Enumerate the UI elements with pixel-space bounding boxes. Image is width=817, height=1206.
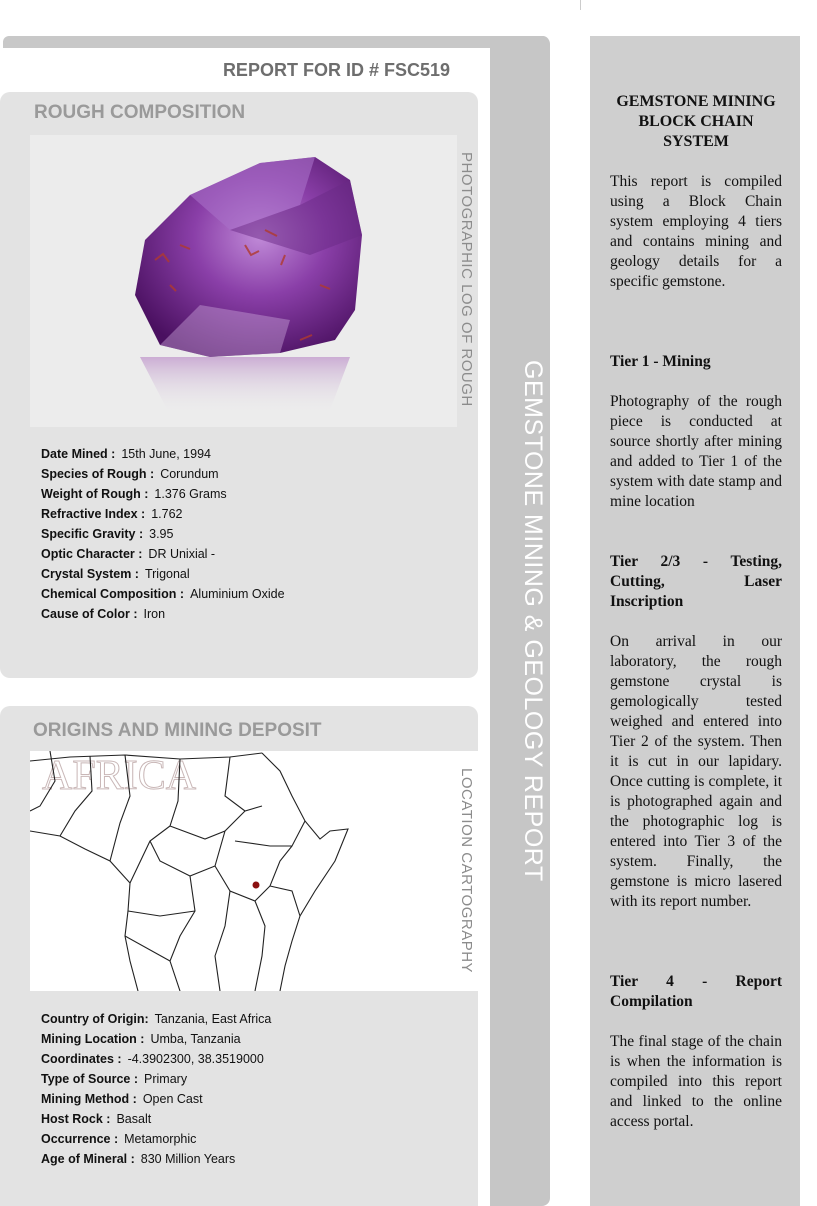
tier4-heading: Tier 4 - Report Compilation	[610, 973, 782, 1010]
detail-row	[41, 1009, 271, 1029]
sidebar-intro: This report is compiled using a Block Chain system employing 4 tiers and contains mining and geology details for a specific gemstone.	[610, 173, 782, 290]
detail-row	[41, 464, 285, 484]
gemstone-image	[30, 135, 457, 427]
detail-label: Occurrence :	[41, 1132, 119, 1146]
detail-label: Cause of Color :	[41, 607, 138, 621]
detail-label: Country of Origin:	[41, 1012, 149, 1026]
report-id-label: REPORT FOR ID # FSC519	[222, 60, 450, 80]
detail-label: Optic Character :	[41, 547, 143, 561]
tier23-heading: Tier 2/3 - Testing, Cutting, Laser Inscription	[610, 553, 782, 610]
detail-value: 830 Million Years	[140, 1152, 236, 1166]
detail-label: Mining Method :	[41, 1092, 137, 1106]
detail-label: Coordinates :	[41, 1052, 122, 1066]
detail-row	[41, 544, 285, 564]
detail-row	[41, 1029, 271, 1049]
detail-label: Chemical Composition :	[41, 587, 185, 601]
tier4-text: The final stage of the chain is when the information is compiled into this report and linked to the online access portal.	[610, 1033, 782, 1130]
detail-label: Age of Mineral :	[41, 1152, 135, 1166]
detail-row	[41, 1149, 271, 1169]
detail-row	[41, 484, 285, 504]
detail-label: Specific Gravity :	[41, 527, 144, 541]
detail-value: Aluminium Oxide	[190, 587, 285, 601]
detail-row	[41, 604, 285, 624]
detail-row	[41, 1109, 271, 1129]
tier1-heading: Tier 1 - Mining	[610, 353, 711, 370]
detail-value: Corundum	[160, 467, 219, 481]
top-divider	[580, 0, 581, 10]
detail-value: Metamorphic	[124, 1132, 197, 1146]
rough-photo	[30, 135, 457, 427]
detail-value: 15th June, 1994	[121, 447, 211, 461]
detail-row	[41, 1089, 271, 1109]
detail-value: 3.95	[149, 527, 174, 541]
detail-row	[41, 584, 285, 604]
detail-row	[41, 444, 285, 464]
detail-row	[41, 1049, 271, 1069]
rough-details	[41, 444, 285, 624]
detail-row	[41, 564, 285, 584]
location-marker	[253, 882, 260, 889]
detail-label: Date Mined :	[41, 447, 116, 461]
rough-composition-title: ROUGH COMPOSITION	[34, 102, 246, 123]
detail-value: Trigonal	[144, 567, 190, 581]
report-side-title: GEMSTONE MINING & GEOLOGY REPORT	[519, 360, 547, 882]
map-watermark: AFRICA	[42, 753, 197, 799]
detail-value: 1.376 Grams	[154, 487, 227, 501]
tier1-text: Photography of the rough piece is conducted at source shortly after mining and added to Tier 1 of the system with date stamp and mine location	[610, 393, 782, 510]
detail-row	[41, 1129, 271, 1149]
header-bar	[3, 36, 549, 48]
detail-value: Umba, Tanzania	[150, 1032, 241, 1046]
map-image	[30, 751, 478, 991]
location-cartography-label: LOCATION CARTOGRAPHY	[458, 768, 475, 974]
africa-map	[30, 751, 478, 991]
detail-row	[41, 504, 285, 524]
detail-row	[41, 1069, 271, 1089]
tier23-text: On arrival in our laboratory, the rough gemstone crystal is gemologically tested weighed and entered into Tier 2 of the system. Then it is cut in our lapidary. Once cutting is complete, it is photographed again and the photographic log is entered into Tier 3 of the system. Finally, the gemstone is micro lasered with its report number.	[610, 633, 782, 910]
detail-value: Primary	[144, 1072, 188, 1086]
detail-label: Weight of Rough :	[41, 487, 149, 501]
detail-value: Open Cast	[142, 1092, 203, 1106]
detail-label: Type of Source :	[41, 1072, 139, 1086]
detail-label: Crystal System :	[41, 567, 139, 581]
detail-label: Species of Rough :	[41, 467, 155, 481]
origin-details	[41, 1009, 271, 1169]
photo-log-label: PHOTOGRAPHIC LOG OF ROUGH	[458, 152, 475, 407]
detail-value: -4.3902300, 38.3519000	[127, 1052, 264, 1066]
sidebar-title: GEMSTONE MINING BLOCK CHAIN SYSTEM	[616, 93, 776, 150]
detail-label: Refractive Index :	[41, 507, 146, 521]
origins-title: ORIGINS AND MINING DEPOSIT	[33, 720, 322, 741]
detail-value: DR Unixial -	[148, 547, 216, 561]
detail-value: 1.762	[151, 507, 183, 521]
detail-row	[41, 524, 285, 544]
detail-value: Tanzania, East Africa	[154, 1012, 272, 1026]
detail-value: Basalt	[116, 1112, 152, 1126]
detail-label: Mining Location :	[41, 1032, 145, 1046]
detail-label: Host Rock :	[41, 1112, 111, 1126]
detail-value: Iron	[143, 607, 166, 621]
